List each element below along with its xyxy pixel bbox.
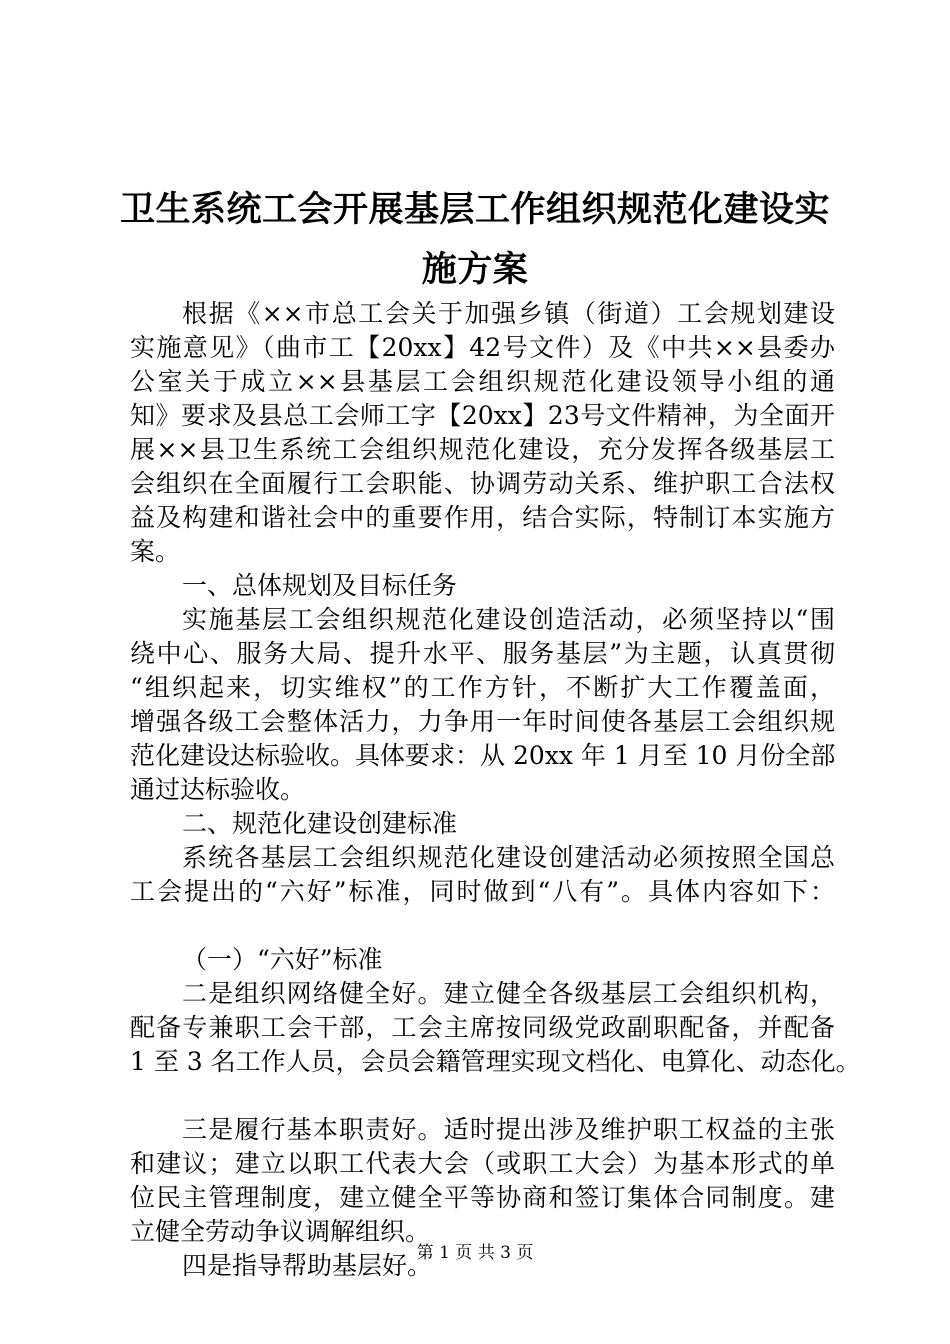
body-line: 根据《××市总工会关于加强乡镇（街道）工会规划建设 [182, 299, 835, 328]
document-title-line-1: 卫生系统工会开展基层工作组织规范化建设实 [119, 189, 830, 230]
document-body [130, 297, 861, 1283]
body-line: 三是履行基本职责好。适时提出涉及维护职工权益的主张 [182, 1115, 835, 1144]
body-line: 一、总体规划及目标任务 [182, 571, 458, 600]
body-line: （一）“六好”标准 [182, 945, 383, 974]
body-line: 系统各基层工会组织规范化建设创建活动必须按照全国总 [182, 843, 835, 872]
body-line: 二、规范化建设创建标准 [182, 809, 458, 838]
body-line: 实施意见》（曲市工【20xx】42号文件）及《中共××县委办 [130, 333, 835, 362]
body-line: 展××县卫生系统工会组织规范化建设，充分发挥各级基层工 [130, 435, 835, 464]
body-line: 范化建设达标验收。具体要求：从 20xx 年 1 月至 10 月份全部 [130, 741, 836, 770]
body-line: 四是指导帮助基层好。 [182, 1251, 433, 1280]
body-line: 位民主管理制度，建立健全平等协商和签订集体合同制度。建 [130, 1183, 835, 1212]
body-line: 和建议；建立以职工代表大会（或职工大会）为基本形式的单 [130, 1149, 835, 1178]
body-line: 配备专兼职工会干部，工会主席按同级党政副职配备，并配备 [130, 1013, 835, 1042]
page-footer: 第 1 页 共 3 页 [416, 1243, 534, 1263]
body-line: 案。 [130, 537, 181, 566]
body-line: 立健全劳动争议调解组织。 [130, 1217, 431, 1246]
body-line: 通过达标验收。 [130, 775, 306, 804]
paragraph-spacer [130, 909, 835, 943]
body-line: “组织起来，切实维权”的工作方针，不断扩大工作覆盖面， [130, 673, 835, 702]
body-line: 会组织在全面履行工会职能、协调劳动关系、维护职工合法权 [130, 469, 835, 498]
body-line: 1 至 3 名工作人员，会员会籍管理实现文档化、电算化、动态化。 [130, 1047, 861, 1076]
body-line: 增强各级工会整体活力，力争用一年时间使各基层工会组织规 [130, 707, 835, 736]
document-title-line-2: 施方案 [421, 249, 529, 290]
body-line: 实施基层工会组织规范化建设创造活动，必须坚持以“围 [182, 605, 835, 634]
body-line: 二是组织网络健全好。建立健全各级基层工会组织机构， [182, 979, 835, 1008]
body-line: 益及构建和谐社会中的重要作用，结合实际，特制订本实施方 [130, 503, 835, 532]
body-line: 公室关于成立××县基层工会组织规范化建设领导小组的通 [130, 367, 835, 396]
body-line: 绕中心、服务大局、提升水平、服务基层”为主题，认真贯彻 [130, 639, 835, 668]
body-line: 知》要求及县总工会师工字【20xx】23号文件精神，为全面开 [130, 401, 835, 430]
body-line: 工会提出的“六好”标准，同时做到“八有”。具体内容如下： [130, 877, 835, 906]
paragraph-spacer [130, 1079, 835, 1113]
